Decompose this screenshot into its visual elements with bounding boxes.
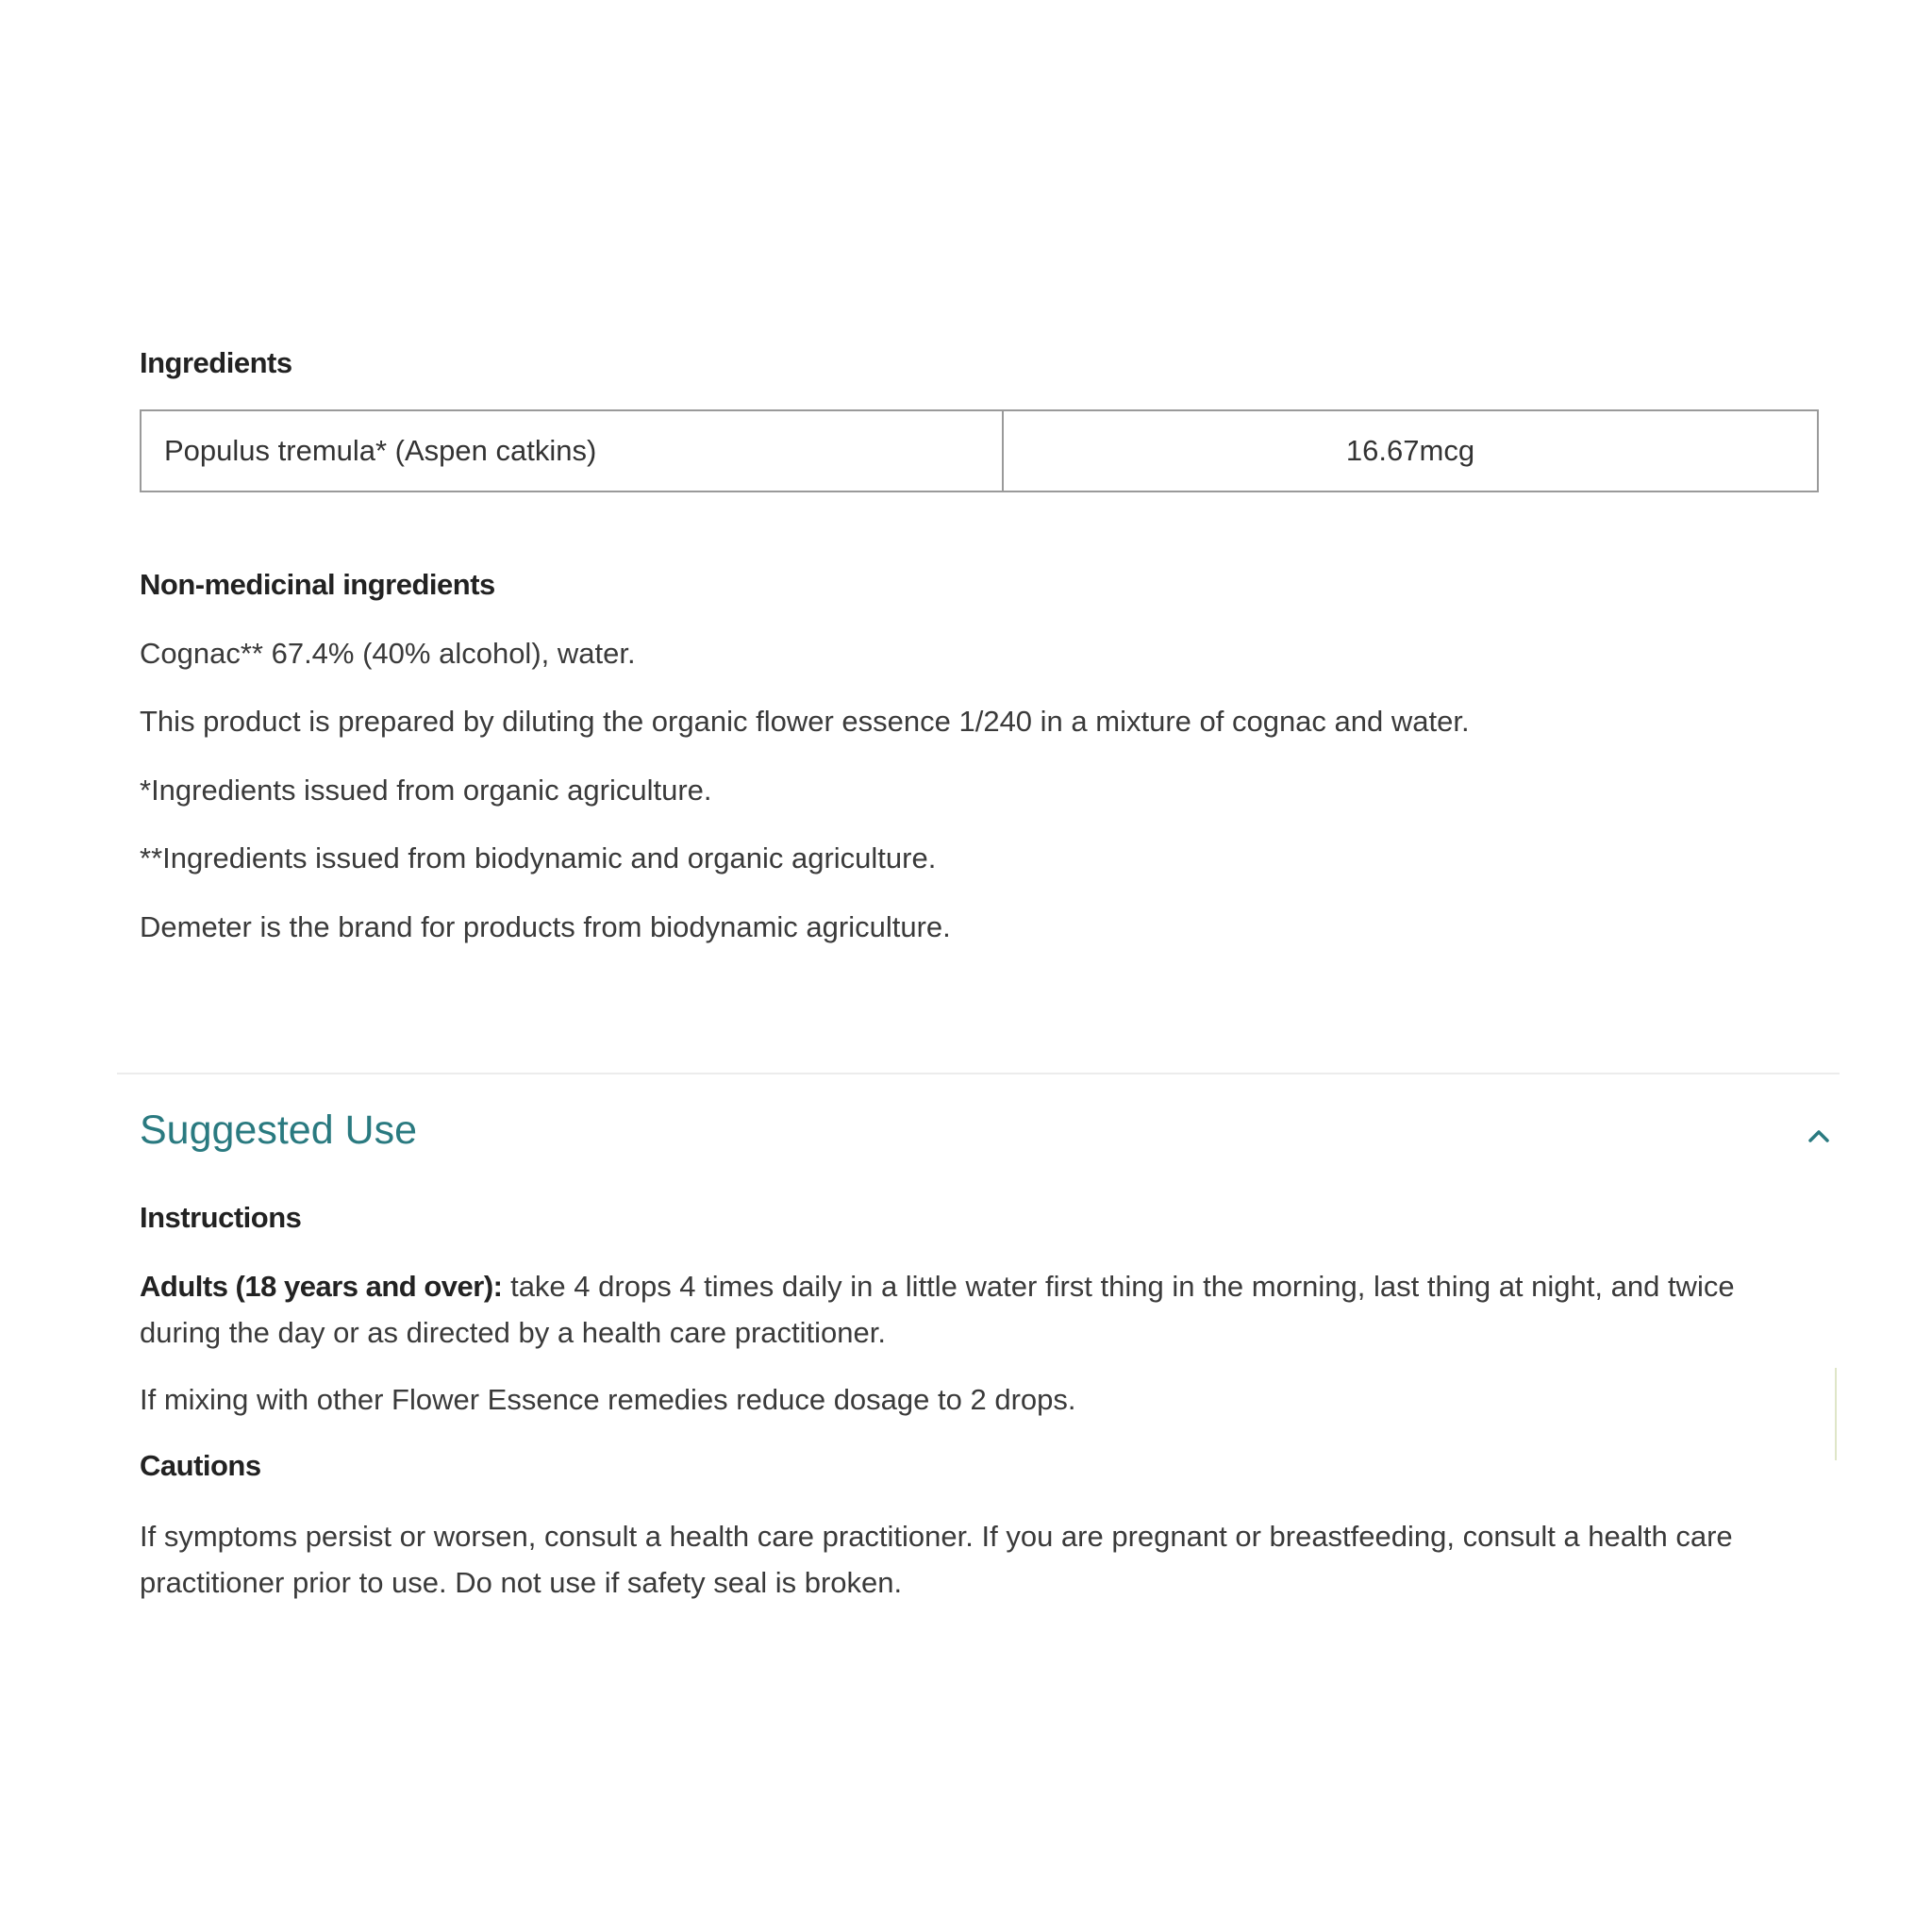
cautions-text: If symptoms persist or worsen, consult a health care practitioner. If you are pregnant or breastfeeding, consult a health care practitioner prior to use. Do not use if safety seal is broken. bbox=[140, 1520, 1733, 1599]
scrollbar-thumb[interactable] bbox=[1835, 1368, 1837, 1460]
cognac-text: Cognac** 67.4% (40% alcohol), water. bbox=[140, 637, 636, 670]
table-row bbox=[141, 410, 1818, 491]
instructions-heading: Instructions bbox=[140, 1201, 302, 1234]
section-divider bbox=[117, 1073, 1840, 1074]
ingredient-amount: 16.67mcg bbox=[1003, 410, 1818, 491]
ingredients-heading: Ingredients bbox=[140, 346, 292, 379]
chevron-up-icon[interactable] bbox=[1800, 1117, 1838, 1155]
organic-note: *Ingredients issued from organic agriculture. bbox=[140, 774, 712, 807]
ingredients-table bbox=[140, 409, 1819, 492]
adults-dosage-text: take 4 drops 4 times daily in a little water first thing in the morning, last thing at night, and twice during the day or as directed by a health care practitioner. bbox=[140, 1270, 1735, 1349]
suggested-use-toggle[interactable] bbox=[140, 1104, 1838, 1172]
adults-instructions bbox=[140, 1263, 1800, 1356]
adults-label: Adults (18 years and over): bbox=[140, 1270, 503, 1303]
demeter-note: Demeter is the brand for products from biodynamic agriculture. bbox=[140, 910, 951, 943]
suggested-use-title: Suggested Use bbox=[140, 1108, 418, 1153]
preparation-text: This product is prepared by diluting the organic flower essence 1/240 in a mixture of cognac and water. bbox=[140, 705, 1470, 738]
mixing-text: If mixing with other Flower Essence remedies reduce dosage to 2 drops. bbox=[140, 1383, 1076, 1416]
non-medicinal-heading: Non-medicinal ingredients bbox=[140, 568, 495, 601]
biodynamic-note: **Ingredients issued from biodynamic and organic agriculture. bbox=[140, 841, 937, 874]
cautions-heading: Cautions bbox=[140, 1449, 261, 1482]
ingredient-name: Populus tremula* (Aspen catkins) bbox=[141, 410, 1003, 491]
